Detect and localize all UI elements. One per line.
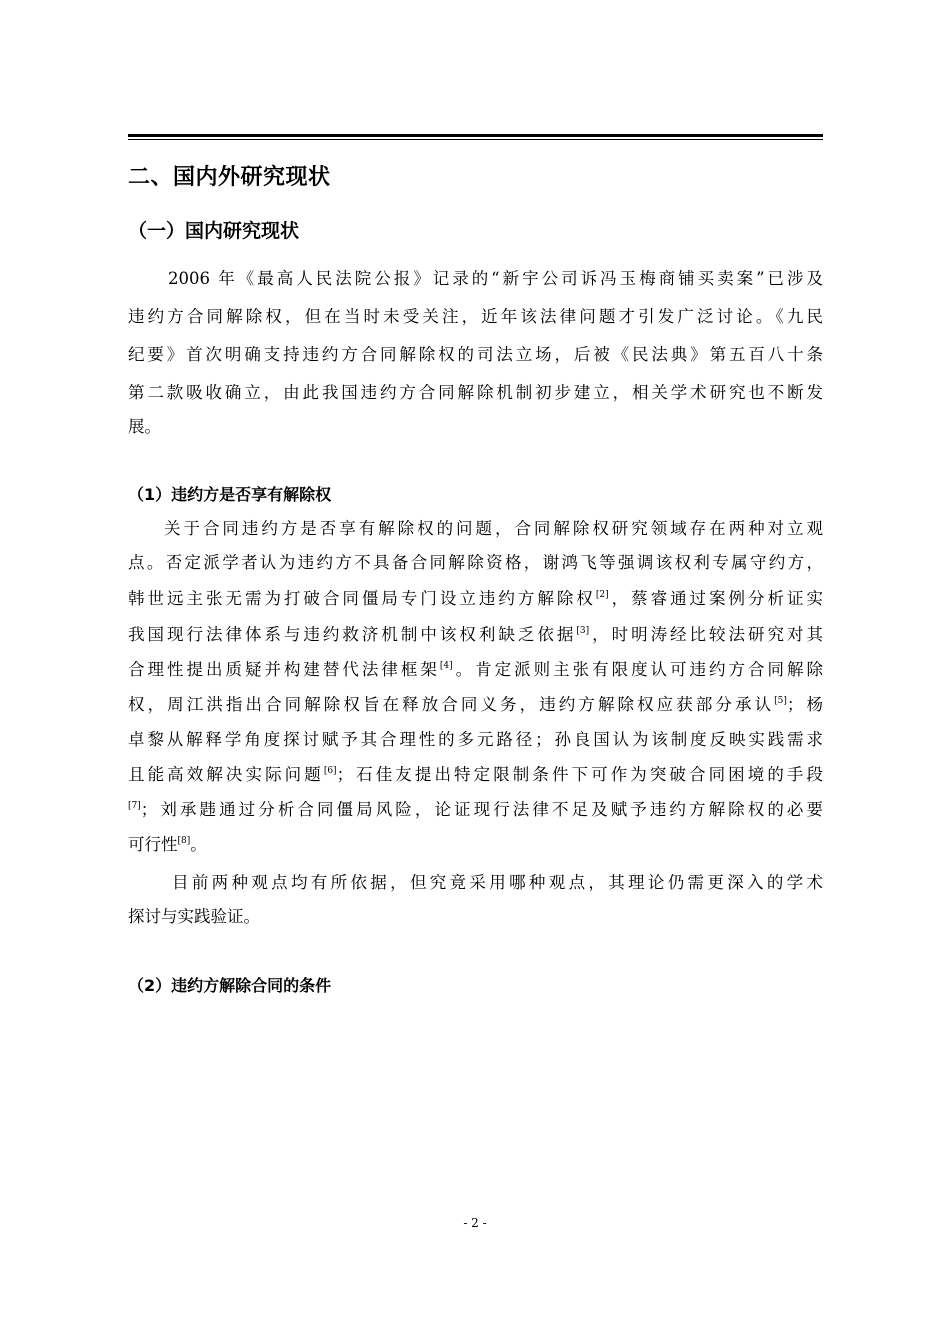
intro-line: 纪要》首次明确支持违约方合同解除权的司法立场，后被《民法典》第五百八十条 (128, 345, 823, 364)
body-line: 可行性[8]。 (128, 835, 207, 854)
citation-ref: [6] (323, 766, 337, 776)
citation-ref: [8] (177, 836, 191, 846)
body-line: [7]；刘承韪通过分析合同僵局风险，论证现行法律不足及赋予违约方解除权的必要 (128, 800, 823, 819)
body-line: 权，周江洪指出合同解除权旨在释放合同义务，违约方解除权应获部分承认[5]；杨 (128, 695, 824, 714)
body-line: 且能高效解决实际问题[6]；石佳友提出特定限制条件下可作为突破合同困境的手段 (128, 765, 824, 784)
intro-line: 展。 (128, 417, 161, 436)
body-line: 韩世远主张无需为打破合同僵局专门设立违约方解除权[2]，蔡睿通过案例分析证实 (128, 589, 824, 608)
body-line: 卓黎从解释学角度探讨赋予其合理性的多元路径；孙良国认为该制度反映实践需求 (128, 730, 823, 749)
point-heading-2: （2）违约方解除合同的条件 (128, 976, 332, 995)
header-rule-thin (128, 139, 823, 140)
body-line: 合理性提出质疑并构建替代法律框架[4]。肯定派则主张有限度认可违约方合同解除 (128, 660, 824, 679)
intro-line: 第二款吸收确立，由此我国违约方合同解除机制初步建立，相关学术研究也不断发 (128, 383, 823, 402)
citation-ref: [7] (128, 801, 141, 811)
citation-ref: [4] (439, 661, 453, 671)
intro-line: 违约方合同解除权，但在当时未受关注，近年该法律问题才引发广泛讨论。《九民 (128, 307, 823, 326)
body-line: 我国现行法律体系与违约救济机制中该权利缺乏依据[3]，时明涛经比较法研究对其 (128, 625, 824, 644)
page-number: - 2 - (463, 1216, 487, 1230)
body-line: 关于合同违约方是否享有解除权的问题，合同解除权研究领域存在两种对立观 (164, 519, 823, 538)
body-line: 点。否定派学者认为违约方不具备合同解除资格，谢鸿飞等强调该权利专属守约方， (128, 553, 823, 572)
citation-ref: [3] (576, 626, 590, 636)
subsection-heading: （一）国内研究现状 (128, 220, 300, 242)
conclusion-line: 探讨与实践验证。 (128, 907, 260, 926)
conclusion-line: 目前两种观点均有所依据，但究竟采用哪种观点，其理论仍需更深入的学术 (172, 873, 823, 892)
citation-ref: [2] (595, 590, 609, 600)
section-heading: 二、国内外研究现状 (128, 165, 331, 190)
header-rule-thick (128, 134, 823, 137)
point-heading-1: （1）违约方是否享有解除权 (128, 485, 332, 504)
citation-ref: [5] (774, 696, 787, 706)
intro-line: 2006 年《最高人民法院公报》记录的“新宇公司诉冯玉梅商铺买卖案”已涉及 (168, 269, 823, 288)
